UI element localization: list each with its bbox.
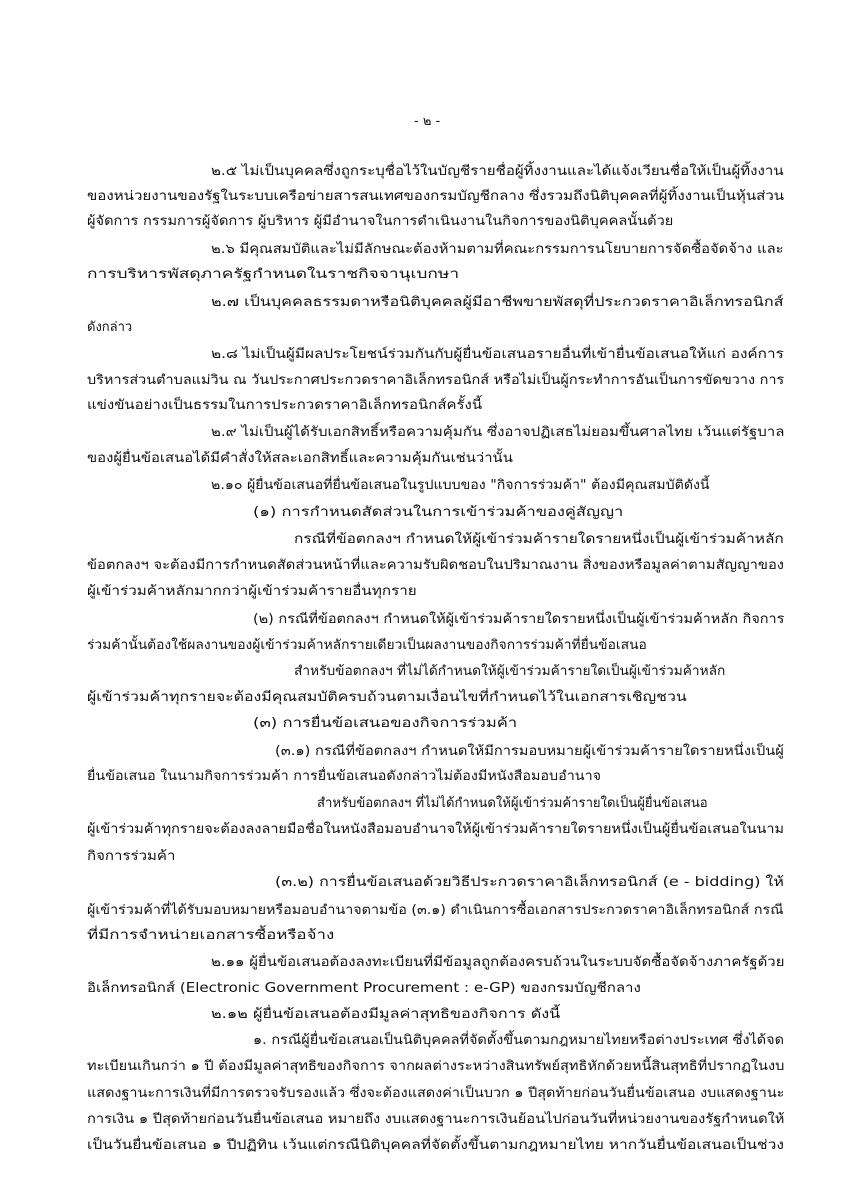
text-line: ผู้เข้าร่วมค้าทุกรายจะต้องลงลายมือชื่อในหนังสือมอบอำนาจให้ผู้เข้าร่วมค้ารายใดรายหนึ่งเป็นผู้ยื่นข้อเสนอในนาม [87,822,785,837]
text-line: ยื่นข้อเสนอ ในนามกิจการร่วมค้า การยื่นข้อเสนอดังกล่าวไม่ต้องมีหนังสือมอบอำนาจ [87,769,602,784]
text-line: บริหารส่วนตำบลแม่วิน ณ วันประกาศประกวดราคาอิเล็กทรอนิกส์ หรือไม่เป็นผู้กระทำการอันเป็นการขัดขวาง การ [87,373,785,388]
text-line: สำหรับข้อตกลงฯ ที่ไม่ได้กำหนดให้ผู้เข้าร่วมค้ารายใดเป็นผู้ยื่นข้อเสนอ [317,796,708,811]
text-line: ผู้จัดการ กรรมการผู้จัดการ ผู้บริหาร ผู้มีอำนาจในการดำเนินงานในกิจการของนิติบุคคลนั้นด้วย [87,214,674,229]
text-line: เป็นวันยื่นข้อเสนอ ๑ ปีปฏิทิน เว้นแต่กรณีนิติบุคคลที่จัดตั้งขึ้นตามกฎหมายไทย หากวันยื่นข้อเสนอเป็นช่วง [87,1138,784,1153]
text-line: ร่วมค้านั้นต้องใช้ผลงานของผู้เข้าร่วมค้าหลักรายเดียวเป็นผลงานของกิจการร่วมค้าที่ยื่นข้อเสนอ [87,638,647,653]
text-line: ของผู้ยื่นข้อเสนอได้มีคำสั่งให้สละเอกสิทธิ์และความคุ้มกันเช่นว่านั้น [87,451,513,466]
text-line: สำหรับข้อตกลงฯ ที่ไม่ได้กำหนดให้ผู้เข้าร่วมค้ารายใดเป็นผู้เข้าร่วมค้าหลัก [294,664,726,679]
text-line: (๓) การยื่นข้อเสนอของกิจการร่วมค้า [253,716,518,731]
text-line: (๓.๒) การยื่นข้อเสนอด้วยวิธีประกวดราคาอิเล็กทรอนิกส์ (e - bidding) ให้ [275,875,784,890]
text-line: ๒.๕ ไม่เป็นบุคคลซึ่งถูกระบุชื่อไว้ในบัญชีรายชื่อผู้ทิ้งงานและได้แจ้งเวียนชื่อให้เป็นผู้ทิ้งงาน [211,164,784,179]
text-line: การบริหารพัสดุภาครัฐกำหนดในราชกิจจานุเบกษา [87,267,460,282]
text-line: ๒.๘ ไม่เป็นผู้มีผลประโยชน์ร่วมกันกับผู้ยื่นข้อเสนอรายอื่นที่เข้ายื่นข้อเสนอให้แก่ องค์การ [211,347,784,362]
text-line: ผู้เข้าร่วมค้าที่ได้รับมอบหมายหรือมอบอำนาจตามข้อ (๓.๑) ดำเนินการซื้อเอกสารประกวดราคาอิเล็กทรอนิกส์ กรณี [87,903,784,918]
text-line: ผู้เข้าร่วมค้าหลักมากกว่าผู้เข้าร่วมค้ารายอื่นทุกราย [87,584,417,599]
text-line: กิจการร่วมค้า [87,849,176,864]
text-line: ผู้เข้าร่วมค้าทุกรายจะต้องมีคุณสมบัติครบถ้วนตามเงื่อนไขที่กำหนดไว้ในเอกสารเชิญชวน [87,690,687,705]
text-line: อิเล็กทรอนิกส์ (Electronic Government Procurement : e-GP) ของกรมบัญชีกลาง [87,981,641,996]
text-line: ๒.๙ ไม่เป็นผู้ได้รับเอกสิทธิ์หรือความคุ้มกัน ซึ่งอาจปฏิเสธไม่ยอมขึ้นศาลไทย เว้นแต่รัฐบาล [211,425,785,440]
text-line: (๒) กรณีที่ข้อตกลงฯ กำหนดให้ผู้เข้าร่วมค้ารายใดรายหนึ่งเป็นผู้เข้าร่วมค้าหลัก กิจการ [253,612,785,627]
text-line: แสดงฐานะการเงินที่มีการตรวจรับรองแล้ว ซึ่งจะต้องแสดงค่าเป็นบวก ๑ ปีสุดท้ายก่อนวันยื่นข้อเสนอ งบแสดงฐานะ [87,1086,785,1101]
text-line: ที่มีการจำหน่ายเอกสารซื้อหรือจ้าง [87,928,335,943]
text-line: (๑) การกำหนดสัดส่วนในการเข้าร่วมค้าของคู่สัญญา [253,505,624,520]
text-line: ดังกล่าว [87,320,133,335]
text-line: (๓.๑) กรณีที่ข้อตกลงฯ กำหนดให้มีการมอบหมายผู้เข้าร่วมค้ารายใดรายหนึ่งเป็นผู้ [275,744,784,759]
text-line: ๒.๗ เป็นบุคคลธรรมดาหรือนิติบุคคลผู้มีอาชีพขายพัสดุที่ประกวดราคาอิเล็กทรอนิกส์ [211,295,784,310]
text-line: ๒.๑๒ ผู้ยื่นข้อเสนอต้องมีมูลค่าสุทธิของกิจการ ดังนี้ [211,1007,561,1022]
text-line: ๒.๑๐ ผู้ยื่นข้อเสนอที่ยื่นข้อเสนอในรูปแบบของ "กิจการร่วมค้า" ต้องมีคุณสมบัติดังนี้ [211,478,710,493]
text-line: ของหน่วยงานของรัฐในระบบเครือข่ายสารสนเทศของกรมบัญชีกลาง ซึ่งรวมถึงนิติบุคคลที่ผู้ทิ้งงานเป็นหุ้นส่วน [87,189,785,204]
text-line: ๒.๖ มีคุณสมบัติและไม่มีลักษณะต้องห้ามตามที่คณะกรรมการนโยบายการจัดซื้อจัดจ้าง และ [211,242,784,257]
page-number: - ๒ - [414,114,441,129]
text-line: แข่งขันอย่างเป็นธรรมในการประกวดราคาอิเล็กทรอนิกส์ครั้งนี้ [87,398,483,413]
text-line: การเงิน ๑ ปีสุดท้ายก่อนวันยื่นข้อเสนอ หมายถึง งบแสดงฐานะการเงินย้อนไปก่อนวันที่หน่วยงานของรัฐกำหนดให้ [87,1112,785,1127]
text-line: ทะเบียนเกินกว่า ๑ ปี ต้องมีมูลค่าสุทธิของกิจการ จากผลต่างระหว่างสินทรัพย์สุทธิหักด้วยหนี้สินสุทธิที่ปรากฏในงบ [87,1059,785,1074]
text-line: ๑. กรณีผู้ยื่นข้อเสนอเป็นนิติบุคคลที่จัดตั้งขึ้นตามกฎหมายไทยหรือต่างประเทศ ซึ่งได้จด [253,1033,785,1048]
text-line: ๒.๑๑ ผู้ยื่นข้อเสนอต้องลงทะเบียนที่มีข้อมูลถูกต้องครบถ้วนในระบบจัดซื้อจัดจ้างภาครัฐด้วย [211,955,785,970]
text-line: กรณีที่ข้อตกลงฯ กำหนดให้ผู้เข้าร่วมค้ารายใดรายหนึ่งเป็นผู้เข้าร่วมค้าหลัก [294,532,784,547]
text-line: ข้อตกลงฯ จะต้องมีการกำหนดสัดส่วนหน้าที่และความรับผิดชอบในปริมาณงาน สิ่งของหรือมูลค่าตามสัญญาของ [87,558,784,573]
